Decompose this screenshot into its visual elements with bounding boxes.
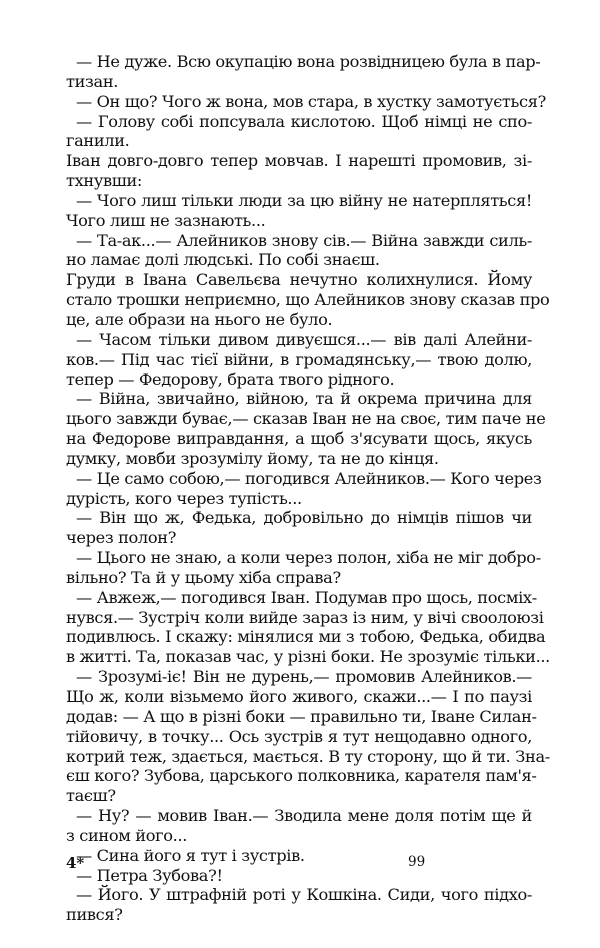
text-line: додав: — А що в різні боки — правильно ти, Іване Силан-	[66, 706, 537, 726]
text-line: — Це само собою,— погодився Алейников.— Кого через	[76, 468, 542, 488]
text-line: з сином його...	[66, 825, 188, 845]
text-line: через полон?	[66, 528, 177, 548]
text-line: на Федорове виправдання, а щоб з'ясувати щось, якусь	[66, 429, 532, 449]
text-line: Що ж, коли візьмемо його живого, скажи...— І по паузі	[66, 687, 532, 706]
text-line: — Ну? — мовив Іван.— Зводила мене доля потім ще й	[76, 806, 532, 826]
text-line: котрий теж, здається, мається. В ту сторону, що й ти. Зна-	[66, 746, 550, 766]
text-line: тизан.	[66, 71, 119, 91]
body-text	[66, 52, 550, 925]
text-line: вільно? Та й у цьому хіба справа?	[66, 567, 341, 587]
text-line: — Цього не знаю, а коли через полон, хіба не міг добро-	[76, 548, 541, 568]
text-line: в житті. Та, показав час, у різні боки. Не зрозуміє тільки...	[66, 647, 550, 667]
text-line: Іван довго-довго тепер мовчав. І нарешті промовив, зі-	[66, 151, 532, 171]
text-line: — Зрозумі-іє! Він не дурень,— промовив Алейников.—	[76, 667, 532, 687]
text-line: — Авжеж,— погодився Іван. Подумав про щось, посміх-	[76, 587, 537, 607]
text-line: Чого лиш не зазнають...	[66, 210, 266, 230]
page-footer	[66, 854, 532, 876]
text-line: це, але образи на нього не було.	[66, 309, 333, 329]
text-line: таєш?	[66, 786, 116, 806]
text-line: — Та-ак...— Алейников знову сів.— Війна завжди силь-	[76, 230, 532, 250]
text-line: пився?	[66, 905, 123, 925]
text-line: тепер — Федорову, брата твого рідного.	[66, 369, 395, 389]
text-line: — Он що? Чого ж вона, мов стара, в хустку замотується?	[76, 91, 546, 111]
text-line: стало трошки неприємно, що Алейников знову сказав про	[66, 290, 550, 310]
text-line: — Не дуже. Всю окупацію вона розвідницею була в пар-	[76, 52, 541, 71]
text-line: Груди в Івана Савельєва нечутно колихнулися. Йому	[66, 270, 532, 290]
text-line: но ламає долі людські. По собі знаєш.	[66, 250, 380, 270]
text-line: — Часом тільки дивом дивуєшся...— вів далі Алейни-	[76, 329, 532, 349]
text-line: ков.— Під час тієї війни, в громадянську,— твою долю,	[66, 349, 532, 369]
text-line: цього завжди буває,— сказав Іван не на своє, тим паче не	[66, 409, 546, 429]
text-line: — Він що ж, Федька, добровільно до німців пішов чи	[76, 508, 532, 528]
text-line: нувся.— Зустріч коли вийде зараз із ним, у вічі своолоюзі	[66, 607, 544, 627]
signature-mark: 4*	[66, 854, 85, 872]
text-line: — Війна, звичайно, війною, та й окрема причина для	[76, 389, 532, 409]
text-line: — Чого лиш тільки люди за цю війну не натерпляться!	[76, 190, 532, 210]
text-line: — Його. У штрафній роті у Кошкіна. Сиди, чого підхо-	[76, 885, 532, 905]
text-line: тійовичу, в точку... Ось зустрів я тут нещодавно одного,	[66, 726, 532, 746]
text-line: дурість, кого через тупість...	[66, 488, 302, 508]
text-line: тхнувши:	[66, 171, 143, 191]
text-line: подивлюсь. І скажу: мінялися ми з тобою, Федька, обидва	[66, 627, 546, 647]
text-line: єш кого? Зубова, царського полковника, карателя пам'я-	[66, 766, 537, 786]
page-number: 99	[408, 854, 426, 870]
text-line: думку, мовби зрозумілу йому, та не до кінця.	[66, 448, 439, 468]
text-line: — Петра Зубова?!	[76, 865, 223, 885]
text-line: — Голову собі попсувала кислотою. Щоб німці не спо-	[76, 111, 532, 131]
text-line: — Сина його я тут і зустрів.	[76, 845, 305, 865]
text-line: ганили.	[66, 131, 130, 151]
